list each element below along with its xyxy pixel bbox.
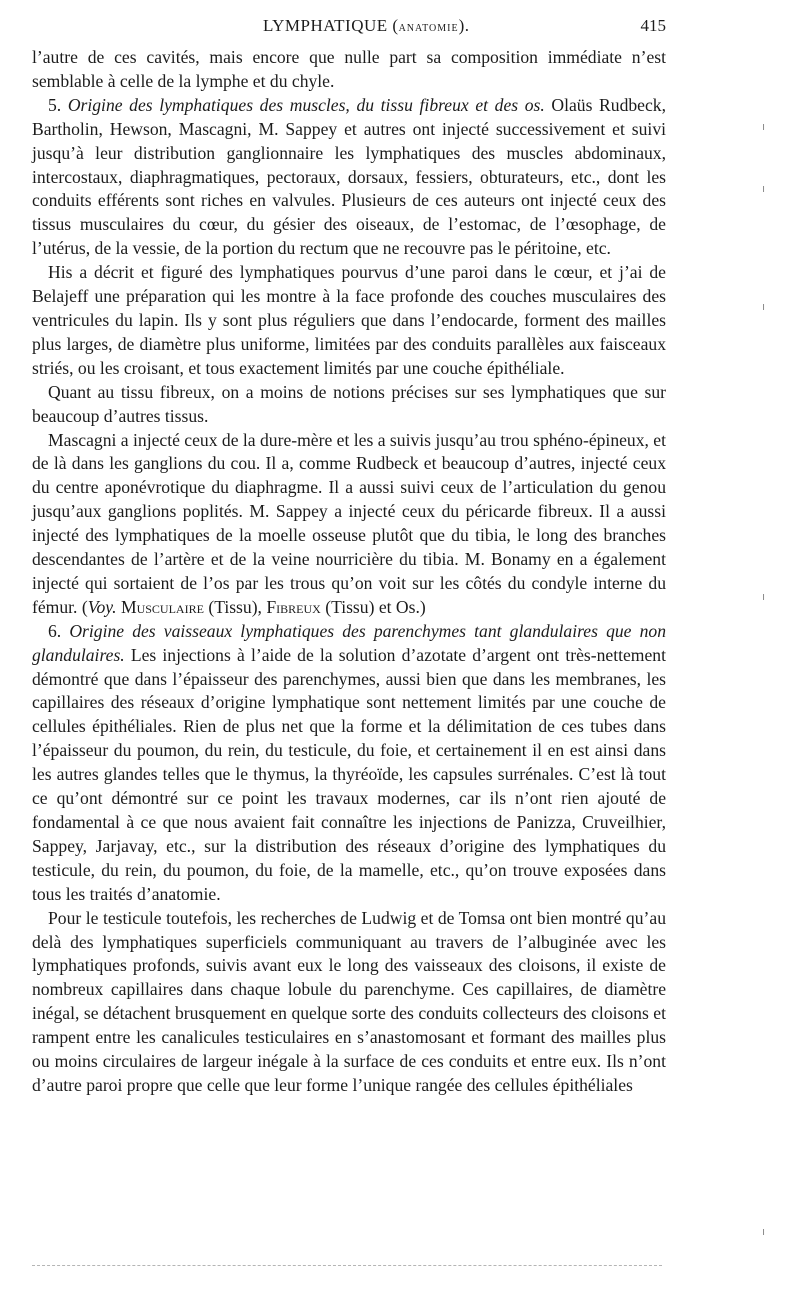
margin-speck: ı [762,120,766,133]
paragraph-testicule: Pour le testicule toutefois, les recherches de Ludwig et de Tomsa ont bien montré qu’au delà des lymphatiques superficiels communiquant au travers de l’albuginée avec les lymphatiques profonds, suivis avant eux le long des vaisseaux des cloisons, il existe de nombreux capillaires dans chaque lobule du parenchyme. Ces capillaires, de diamètre inégal, se détachent brusquement en quelque sorte des conduits collecteurs des cloisons et rampent entre les canalicules testiculaires en s’anastomosant et formant des mailles plus ou moins circulaires de largeur inégale à la surface de ces conduits et entre eux. Ils n’ont d’autre paroi propre que celle que leur forme l’unique rangée des cellules épithéliales [32,907,666,1095]
paragraph-continuation: l’autre de ces cavités, mais encore que nulle part sa composition immédiate n’est semblable à celle de la lymphe et du chyle. [32,47,666,91]
paragraph-tissu-fibreux: Quant au tissu fibreux, on a moins de notions précises sur ses lymphatiques que sur beaucoup d’autres tissus. [32,381,666,426]
section-heading: Origine des lymphatiques des muscles, du tissu fibreux et des os. [67,94,545,115]
running-head [32,14,666,40]
cross-ref-voy: Voy. [87,596,117,617]
margin-speck: ı [762,182,766,195]
running-title-main: LYMPHATIQUE ( [262,16,399,35]
paragraph-text: Les injections à l’aide de la solution d’azotate d’argent ont très-nettement démontré que dans l’épaisseur des parenchymes, aussi bien que dans les membranes, les capillaires des réseaux d’origine lymphatique sont nettement limités par une couche de cellules épithéliales. Rien de plus net que la forme et la délimitation de ces tubes dans l’épaisseur du poumon, du rein, du testicule, du foie, et certainement il en est ainsi dans les autres glandes telles que le thymus, la thyréoïde, les capsules surrénales. C’est là tout ce qu’ont démontré sur ce point les travaux modernes, car ils n’ont rien ajouté de fondamental à ce que nous avaient fait connaître les injections de Panizza, Cruveilhier, Sappey, Jarjavay, etc., sur la distribution des réseaux d’origine des lymphatiques du testicule, du rein, du poumon, du foie, de la mamelle, etc., qu’on trouve exposées dans tous les traités d’anatomie. [32,644,666,904]
footer-rule [32,1265,662,1266]
paragraph-mascagni [32,429,666,620]
cross-ref-text: (Tissu), [203,596,267,617]
margin-speck: ı [762,1225,766,1238]
document-page [32,14,666,1098]
page-number: 415 [640,16,666,35]
running-title-smallcaps: anatomie [398,20,459,35]
paragraph-text: Olaüs Rudbeck, Bartholin, Hewson, Mascagni, M. Sappey et autres ont injecté successivement et suivi jusqu’à leur distribution ganglionnaire les lymphatiques des muscles abdominaux, intercostaux, diaphragmatiques, pectoraux, dorsaux, fessiers, obturateurs, etc., dont les conduits efférents sont riches en valvules. Plusieurs de ces auteurs ont injecté ceux des tissus musculaires du cœur, du gésier des oiseaux, de l’estomac, de l’œsophage, de l’utérus, de la vessie, de la portion du rectum que ne recouvre pas le péritoine, etc. [32,94,666,259]
paragraph-text: Mascagni a injecté ceux de la dure-mère et les a suivis jusqu’au trou sphéno-épineux, et de là dans les ganglions du cou. Il a, comme Rudbeck et beaucoup d’autres, injecté ceux du centre aponévrotique du diaphragme. Il a aussi suivi ceux de l’articulation du genou jusqu’aux ganglions poplités. M. Sappey a injecté ceux du péricarde fibreux. Il a aussi injecté des lymphatiques de la moelle osseuse plutôt que du tibia, le long des branches descendantes de l’artère et de la veine nourricière du tibia. M. Bonamy en a également injecté qui sortaient de l’os par les trous qu’on voit sur les côtés du condyle interne du fémur. ( [32,429,667,617]
paragraph-section-5 [32,94,666,261]
margin-speck: ı [762,590,766,603]
cross-ref-fibreux: Fibreux [266,596,321,617]
paragraph-section-6 [32,620,666,907]
running-title-close: ). [458,16,470,35]
section-number: 6. [48,620,70,641]
running-title [32,14,641,40]
paragraph-his: His a décrit et figuré des lymphatiques pourvus d’une paroi dans le cœur, et j’ai de Belajeff une préparation qui les montre à la face profonde des couches musculaires des ventricules du lapin. Ils y sont plus réguliers que dans l’endocarde, forment des mailles plus larges, de diamètre plus uniforme, limitées par des conduits parallèles aux faisceaux striés, ou les croisant, et tous exactement limités par une couche épithéliale. [32,262,666,378]
margin-speck: ı [762,300,766,313]
cross-ref-text: (Tissu) et Os.) [320,596,426,617]
section-number: 5. [48,94,68,115]
section-heading: Origine des vaisseaux lymphatiques des parenchymes tant glandulaires que non glandulaires. [32,620,666,665]
cross-ref-musculaire: Musculaire [116,596,204,617]
